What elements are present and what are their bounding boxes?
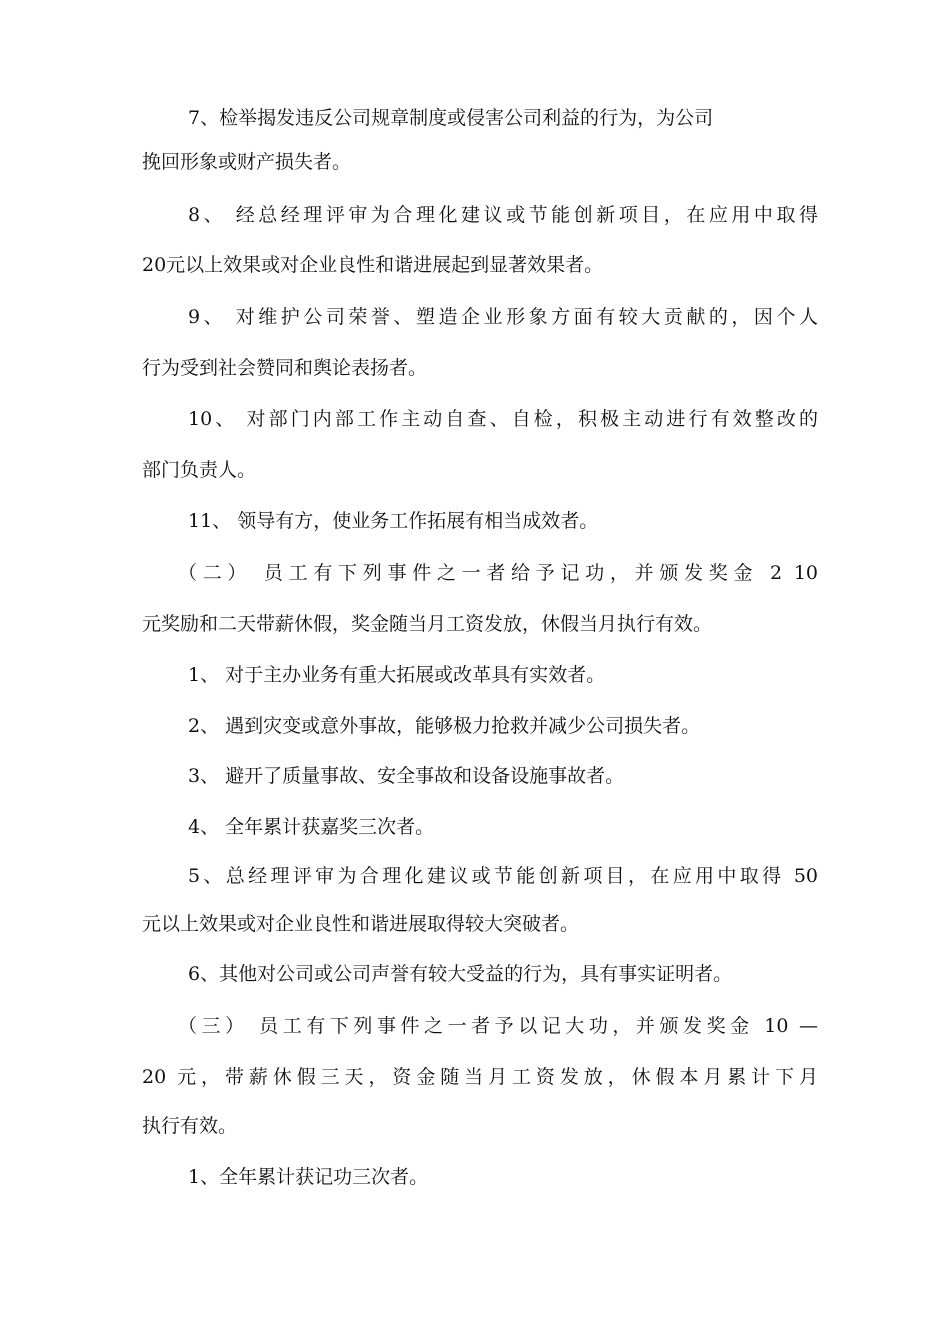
text-line: 元以上效果或对企业良性和谐进展取得较大突破者。 <box>142 913 580 935</box>
text-line: 挽回形象或财产损失者。 <box>142 151 352 173</box>
list-item: 4、 全年累计获嘉奖三次者。 <box>188 816 435 838</box>
list-item: 6、其他对公司或公司声誉有较大受益的行为，具有事实证明者。 <box>188 963 733 985</box>
text-line: 部门负责人。 <box>142 459 257 481</box>
list-item: 5、总经理评审为合理化建议或节能创新项目，在应用中取得 50 <box>188 865 818 887</box>
text-line: 10、 对部门内部工作主动自查、自检，积极主动进行有效整改的 <box>188 408 818 430</box>
text-line: 20 元，带薪休假三天，资金随当月工资发放，休假本月累计下月 <box>142 1066 818 1088</box>
text-line: 执行有效。 <box>142 1115 238 1137</box>
text-line: 11、 领导有方，使业务工作拓展有相当成效者。 <box>188 510 599 532</box>
text-line: 9、 对维护公司荣誉、塑造企业形象方面有较大贡献的，因个人 <box>188 306 818 328</box>
list-item: 2、 遇到灾变或意外事故，能够极力抢救并减少公司损失者。 <box>188 715 701 737</box>
text-line: 8、 经总经理评审为合理化建议或节能创新项目，在应用中取得 <box>188 204 818 226</box>
list-item: 3、 避开了质量事故、安全事故和设备设施事故者。 <box>188 765 625 787</box>
section-heading: （三） 员工有下列事件之一者予以记大功，并颁发奖金 10 — <box>178 1015 818 1037</box>
section-heading: （二） 员工有下列事件之一者给予记功，并颁发奖金 2 10 <box>178 562 818 584</box>
list-item: 1、 对于主办业务有重大拓展或改革具有实效者。 <box>188 664 606 686</box>
text-line: 20元以上效果或对企业良性和谐进展起到显著效果者。 <box>142 254 604 276</box>
list-item: 1、全年累计获记功三次者。 <box>188 1166 429 1188</box>
text-line: 7、检举揭发违反公司规章制度或侵害公司利益的行为，为公司 <box>188 107 714 129</box>
text-line: 行为受到社会赞同和舆论表扬者。 <box>142 357 428 379</box>
text-line: 元奖励和二天带薪休假，奖金随当月工资发放，休假当月执行有效。 <box>142 613 713 635</box>
